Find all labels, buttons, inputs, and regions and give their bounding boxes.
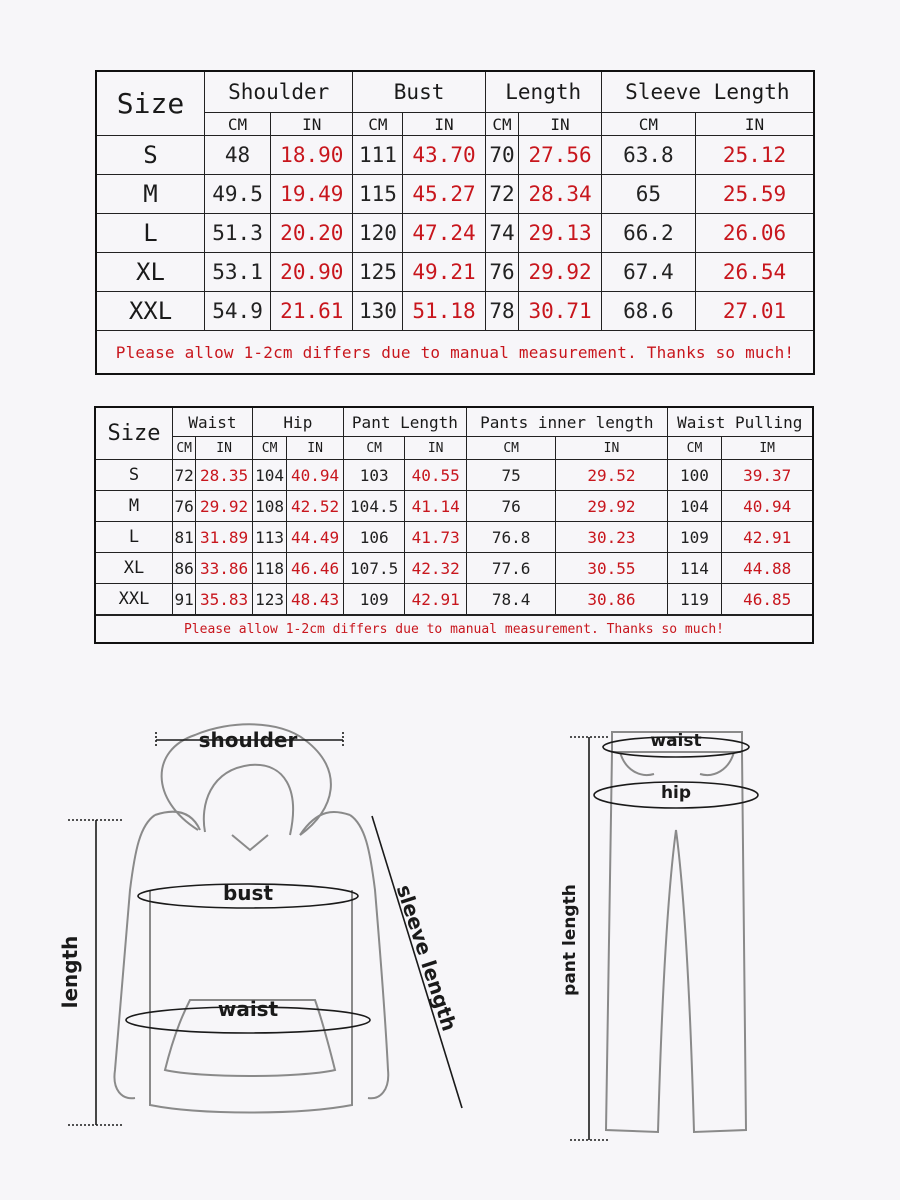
cm-value: 118: [252, 553, 286, 584]
size-label: XXL: [96, 292, 205, 331]
size-label: S: [96, 136, 205, 175]
label-hip: hip: [660, 783, 692, 803]
unit-header: CM: [667, 437, 722, 460]
inch-value: 29.92: [519, 253, 601, 292]
unit-header: IN: [196, 437, 253, 460]
cm-value: 76: [173, 491, 196, 522]
inch-value: 39.37: [722, 460, 813, 491]
table-row: [96, 253, 814, 292]
unit-header: CM: [252, 437, 286, 460]
inch-value: 29.92: [556, 491, 667, 522]
measurement-note: Please allow 1-2cm differs due to manual measurement. Thanks so much!: [96, 331, 814, 375]
inch-value: 42.91: [405, 584, 467, 615]
inch-value: 41.73: [405, 522, 467, 553]
cm-value: 109: [667, 522, 722, 553]
inch-value: 44.49: [287, 522, 344, 553]
table-row: [96, 175, 814, 214]
cm-value: 100: [667, 460, 722, 491]
inch-value: 43.70: [403, 136, 485, 175]
cm-value: 113: [252, 522, 286, 553]
inch-value: 30.23: [556, 522, 667, 553]
inch-value: 41.14: [405, 491, 467, 522]
inch-value: 19.49: [271, 175, 353, 214]
group-header-hip: Hip: [252, 407, 343, 437]
unit-header: CM: [466, 437, 555, 460]
cm-value: 86: [173, 553, 196, 584]
cm-value: 66.2: [601, 214, 695, 253]
inch-value: 27.01: [696, 292, 814, 331]
table-row: [96, 214, 814, 253]
inch-value: 29.13: [519, 214, 601, 253]
unit-header: CM: [343, 437, 405, 460]
cm-value: 54.9: [205, 292, 271, 331]
label-bust: bust: [222, 881, 274, 905]
cm-value: 104.5: [343, 491, 405, 522]
size-label: L: [95, 522, 173, 553]
cm-value: 51.3: [205, 214, 271, 253]
measurement-note: Please allow 1-2cm differs due to manual measurement. Thanks so much!: [95, 616, 813, 644]
cm-value: 70: [485, 136, 519, 175]
table-row: [95, 553, 813, 584]
unit-header: CM: [485, 113, 519, 136]
measurement-diagram: [0, 690, 900, 1195]
group-header-pant-length: Pant Length: [343, 407, 466, 437]
cm-value: 125: [353, 253, 403, 292]
inch-value: 30.71: [519, 292, 601, 331]
inch-value: 26.54: [696, 253, 814, 292]
table-row: [96, 136, 814, 175]
cm-value: 72: [173, 460, 196, 491]
table-row: [95, 491, 813, 522]
top-size-table: [95, 70, 815, 375]
inch-value: 40.94: [287, 460, 344, 491]
unit-header: IN: [519, 113, 601, 136]
inch-value: 20.20: [271, 214, 353, 253]
inch-value: 31.89: [196, 522, 253, 553]
cm-value: 53.1: [205, 253, 271, 292]
inch-value: 42.52: [287, 491, 344, 522]
size-header: Size: [96, 71, 205, 136]
inch-value: 47.24: [403, 214, 485, 253]
unit-header: IN: [271, 113, 353, 136]
cm-value: 114: [667, 553, 722, 584]
unit-header: CM: [205, 113, 271, 136]
hoodie-illustration: [114, 724, 388, 1112]
unit-header: IM: [722, 437, 813, 460]
cm-value: 119: [667, 584, 722, 615]
group-header-waist-pulling: Waist Pulling: [667, 407, 813, 437]
inch-value: 20.90: [271, 253, 353, 292]
unit-header: IN: [556, 437, 667, 460]
cm-value: 48: [205, 136, 271, 175]
inch-value: 42.91: [722, 522, 813, 553]
inch-value: 46.85: [722, 584, 813, 615]
inch-value: 18.90: [271, 136, 353, 175]
cm-value: 76: [466, 491, 555, 522]
cm-value: 111: [353, 136, 403, 175]
cm-value: 104: [667, 491, 722, 522]
cm-value: 78.4: [466, 584, 555, 615]
cm-value: 103: [343, 460, 405, 491]
size-label: M: [95, 491, 173, 522]
size-label: L: [96, 214, 205, 253]
cm-value: 76: [485, 253, 519, 292]
cm-value: 123: [252, 584, 286, 615]
group-header-pants-inner-length: Pants inner length: [466, 407, 667, 437]
size-label: S: [95, 460, 173, 491]
size-label: XXL: [95, 584, 173, 615]
label-length: length: [58, 935, 82, 1009]
inch-value: 26.06: [696, 214, 814, 253]
bottom-table-body: [95, 460, 813, 615]
bottom-size-table: [94, 406, 814, 644]
table-row: [95, 584, 813, 615]
inch-value: 25.59: [696, 175, 814, 214]
inch-value: 40.94: [722, 491, 813, 522]
group-header-shoulder: Shoulder: [205, 71, 353, 113]
inch-value: 44.88: [722, 553, 813, 584]
inch-value: 30.55: [556, 553, 667, 584]
inch-value: 28.35: [196, 460, 253, 491]
cm-value: 49.5: [205, 175, 271, 214]
cm-value: 104: [252, 460, 286, 491]
inch-value: 27.56: [519, 136, 601, 175]
cm-value: 63.8: [601, 136, 695, 175]
inch-value: 21.61: [271, 292, 353, 331]
inch-value: 49.21: [403, 253, 485, 292]
table-row: [95, 522, 813, 553]
inch-value: 51.18: [403, 292, 485, 331]
inch-value: 42.32: [405, 553, 467, 584]
inch-value: 30.86: [556, 584, 667, 615]
inch-value: 33.86: [196, 553, 253, 584]
cm-value: 77.6: [466, 553, 555, 584]
unit-header: CM: [601, 113, 695, 136]
size-label: XL: [96, 253, 205, 292]
cm-value: 67.4: [601, 253, 695, 292]
label-waist: waist: [217, 997, 279, 1021]
size-header: Size: [95, 407, 173, 460]
unit-header: IN: [696, 113, 814, 136]
inch-value: 40.55: [405, 460, 467, 491]
cm-value: 130: [353, 292, 403, 331]
inch-value: 29.92: [196, 491, 253, 522]
label-pant-length: pant length: [560, 884, 580, 996]
cm-value: 75: [466, 460, 555, 491]
top-table-body: [96, 136, 814, 331]
cm-value: 78: [485, 292, 519, 331]
unit-header: CM: [173, 437, 196, 460]
cm-value: 76.8: [466, 522, 555, 553]
cm-value: 72: [485, 175, 519, 214]
group-header-length: Length: [485, 71, 601, 113]
inch-value: 45.27: [403, 175, 485, 214]
unit-header: CM: [353, 113, 403, 136]
cm-value: 109: [343, 584, 405, 615]
cm-value: 107.5: [343, 553, 405, 584]
cm-value: 74: [485, 214, 519, 253]
group-header-waist: Waist: [173, 407, 253, 437]
label-sleeve-length: sleeve length: [391, 881, 462, 1034]
inch-value: 25.12: [696, 136, 814, 175]
unit-header: IN: [403, 113, 485, 136]
size-label: M: [96, 175, 205, 214]
table-row: [96, 292, 814, 331]
inch-value: 46.46: [287, 553, 344, 584]
table-row: [95, 460, 813, 491]
group-header-bust: Bust: [353, 71, 485, 113]
cm-value: 108: [252, 491, 286, 522]
label-shoulder: shoulder: [198, 728, 298, 752]
group-header-sleeve-length: Sleeve Length: [601, 71, 814, 113]
inch-value: 28.34: [519, 175, 601, 214]
size-label: XL: [95, 553, 173, 584]
inch-value: 29.52: [556, 460, 667, 491]
cm-value: 68.6: [601, 292, 695, 331]
cm-value: 65: [601, 175, 695, 214]
unit-header: IN: [287, 437, 344, 460]
cm-value: 81: [173, 522, 196, 553]
cm-value: 91: [173, 584, 196, 615]
cm-value: 106: [343, 522, 405, 553]
cm-value: 120: [353, 214, 403, 253]
label-pants-waist: waist: [650, 731, 702, 751]
inch-value: 35.83: [196, 584, 253, 615]
cm-value: 115: [353, 175, 403, 214]
inch-value: 48.43: [287, 584, 344, 615]
unit-header: IN: [405, 437, 467, 460]
